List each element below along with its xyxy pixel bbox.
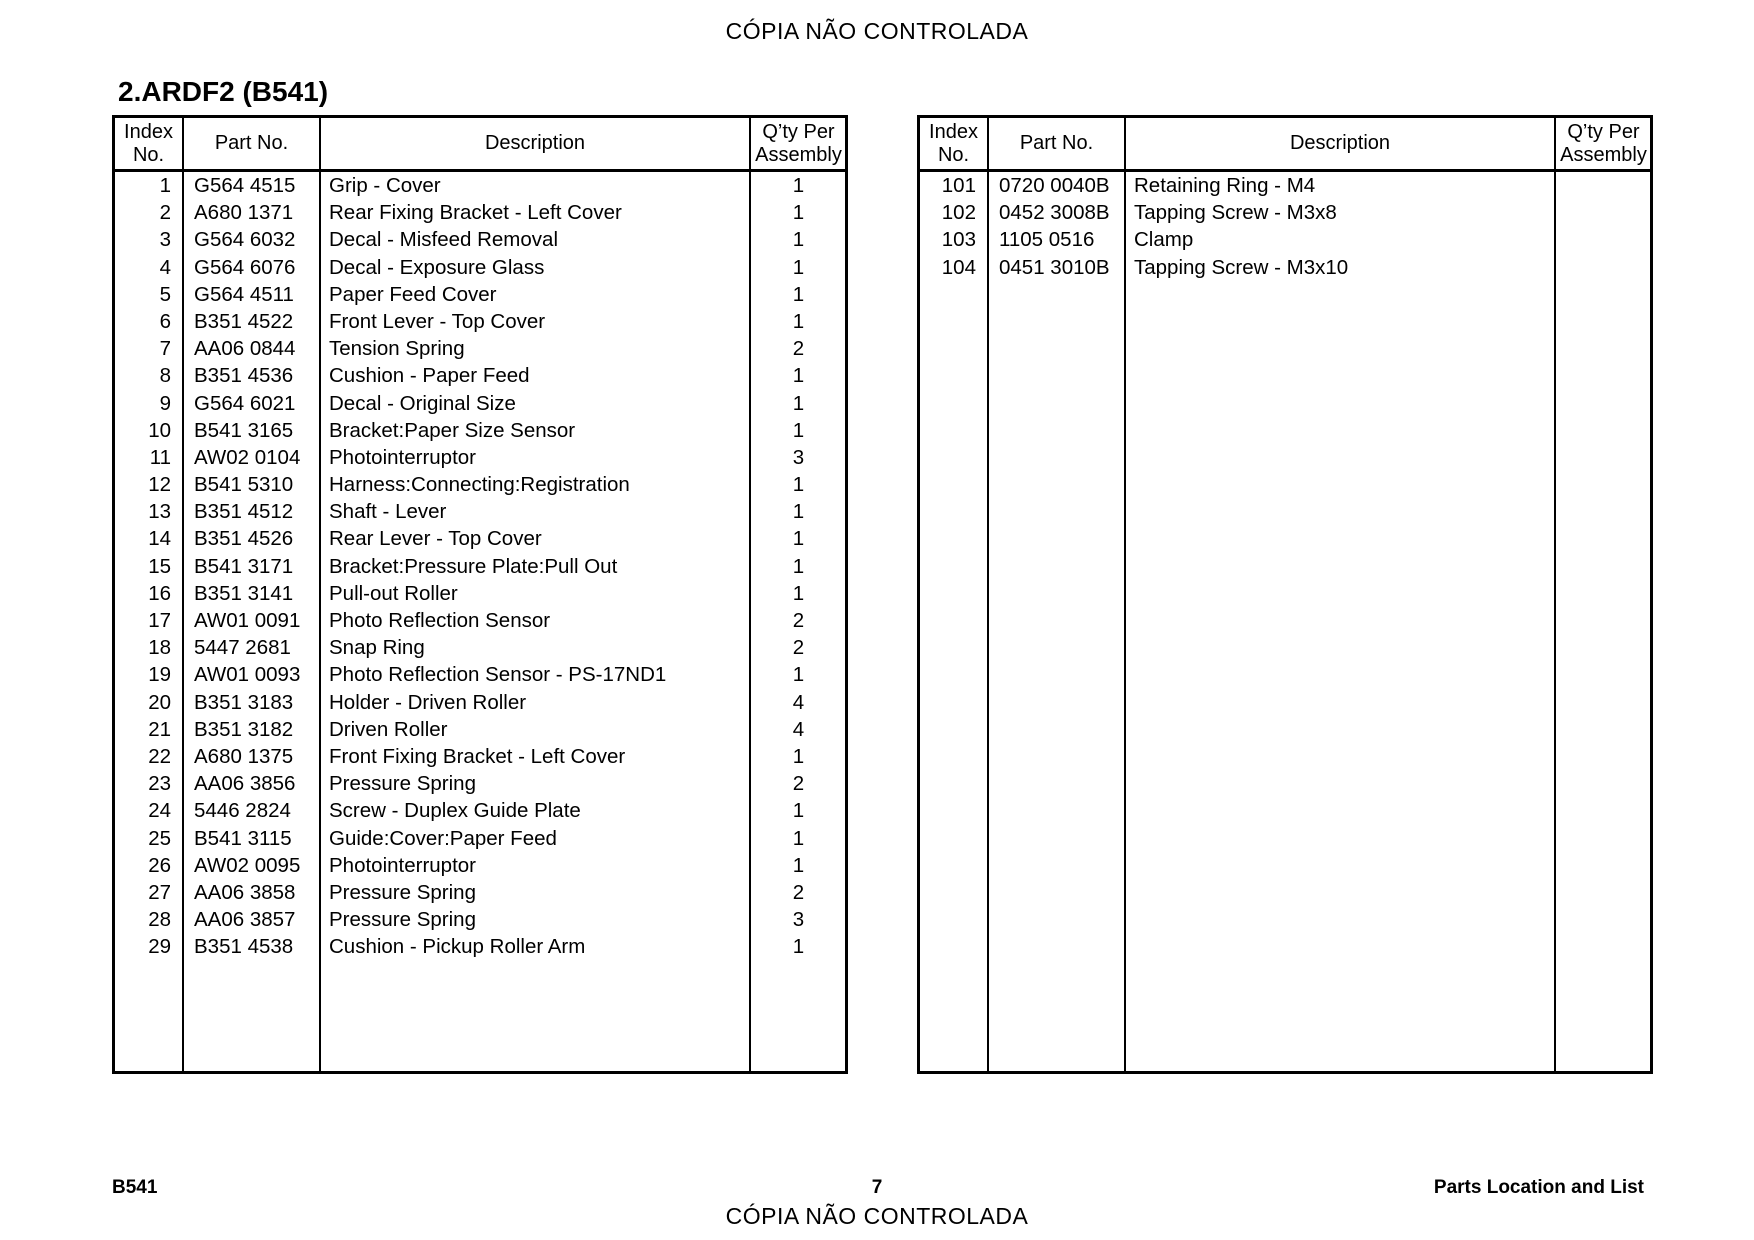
header-qty-label: Q’ty Per Assembly bbox=[755, 120, 842, 166]
table-row bbox=[115, 932, 845, 959]
row-qty: 2 bbox=[792, 337, 805, 361]
row-qty: 1 bbox=[792, 500, 805, 524]
row-qty: 2 bbox=[792, 609, 805, 632]
row-description: Grip - Cover bbox=[329, 174, 441, 197]
table-row bbox=[115, 552, 845, 579]
row-index: 22 bbox=[148, 744, 171, 768]
row-index: 28 bbox=[148, 908, 171, 932]
row-part-no: 5447 2681 bbox=[194, 636, 291, 660]
row-part-no: A680 1375 bbox=[194, 744, 294, 768]
row-part-no: B541 3115 bbox=[194, 826, 292, 850]
row-qty: 1 bbox=[792, 309, 805, 333]
row-qty: 1 bbox=[792, 174, 805, 197]
row-part-no: B541 3171 bbox=[194, 554, 294, 578]
row-index: 5 bbox=[159, 282, 171, 306]
table-row bbox=[920, 225, 1650, 252]
header-index-label: Index No. bbox=[929, 120, 978, 166]
parts-rows-right bbox=[920, 171, 1650, 280]
row-description: Tapping Screw - M3x8 bbox=[1134, 201, 1337, 225]
row-part-no: B351 4526 bbox=[194, 527, 294, 551]
row-qty: 2 bbox=[792, 880, 805, 904]
row-index: 104 bbox=[941, 255, 976, 279]
row-description: Tension Spring bbox=[329, 337, 465, 361]
table-row bbox=[115, 280, 845, 307]
row-index: 25 bbox=[148, 826, 171, 850]
row-description: Pressure Spring bbox=[329, 880, 476, 904]
row-index: 3 bbox=[159, 228, 171, 252]
row-part-no: B351 4536 bbox=[194, 364, 294, 388]
row-description: Bracket:Pressure Plate:Pull Out bbox=[329, 554, 618, 578]
table-row bbox=[115, 389, 845, 416]
row-description: Paper Feed Cover bbox=[329, 282, 497, 306]
row-description: Cushion - Pickup Roller Arm bbox=[329, 935, 586, 959]
row-index: 26 bbox=[148, 853, 171, 877]
row-description: Snap Ring bbox=[329, 636, 425, 660]
row-index: 7 bbox=[159, 337, 171, 361]
row-qty: 3 bbox=[792, 445, 805, 469]
row-part-no: AW02 0095 bbox=[194, 853, 301, 877]
header-description bbox=[1126, 118, 1554, 169]
header-part-no-label: Part No. bbox=[214, 132, 289, 154]
row-index: 21 bbox=[148, 717, 171, 741]
row-description: Photointerruptor bbox=[329, 445, 477, 469]
table-row bbox=[115, 443, 845, 470]
table-row bbox=[115, 171, 845, 198]
table-row bbox=[115, 633, 845, 660]
table-row bbox=[920, 198, 1650, 225]
table-row bbox=[115, 878, 845, 905]
table-row bbox=[920, 171, 1650, 198]
row-description: Pull-out Roller bbox=[329, 581, 458, 605]
row-description: Holder - Driven Roller bbox=[329, 690, 527, 714]
row-index: 101 bbox=[941, 174, 976, 197]
row-index: 23 bbox=[148, 772, 171, 796]
table-row bbox=[115, 198, 845, 225]
header-description-label: Description bbox=[484, 132, 586, 154]
row-qty: 1 bbox=[792, 364, 805, 388]
row-part-no: 0452 3008B bbox=[999, 201, 1110, 225]
row-part-no: B351 4522 bbox=[194, 309, 294, 333]
row-description: Harness:Connecting:Registration bbox=[329, 473, 630, 497]
row-qty: 1 bbox=[792, 473, 805, 497]
row-description: Decal - Misfeed Removal bbox=[329, 228, 558, 252]
row-qty: 1 bbox=[792, 228, 805, 252]
footer-model: B541 bbox=[112, 1177, 158, 1198]
row-index: 12 bbox=[148, 473, 171, 497]
row-part-no: AA06 3857 bbox=[194, 908, 296, 932]
row-qty: 4 bbox=[792, 690, 805, 714]
row-description: Decal - Exposure Glass bbox=[329, 255, 545, 279]
row-index: 18 bbox=[148, 636, 171, 660]
row-description: Front Lever - Top Cover bbox=[329, 309, 546, 333]
row-index: 102 bbox=[941, 201, 976, 225]
row-part-no: 5446 2824 bbox=[194, 799, 291, 823]
row-part-no: B541 3165 bbox=[194, 418, 294, 442]
row-part-no: AW01 0093 bbox=[194, 663, 301, 687]
row-description: Photointerruptor bbox=[329, 853, 477, 877]
row-description: Bracket:Paper Size Sensor bbox=[329, 418, 576, 442]
table-row bbox=[115, 606, 845, 633]
table-row bbox=[115, 470, 845, 497]
row-index: 103 bbox=[941, 228, 976, 252]
row-index: 4 bbox=[159, 255, 171, 279]
row-qty: 1 bbox=[792, 527, 805, 551]
row-part-no: B541 5310 bbox=[194, 473, 294, 497]
row-description: Pressure Spring bbox=[329, 772, 476, 796]
parts-table-right bbox=[917, 115, 1653, 1074]
row-part-no: AA06 3858 bbox=[194, 880, 296, 904]
table-row bbox=[115, 361, 845, 388]
row-qty: 2 bbox=[792, 772, 805, 796]
table-row bbox=[115, 905, 845, 932]
row-index: 13 bbox=[148, 500, 171, 524]
table-row bbox=[115, 824, 845, 851]
header-index bbox=[920, 118, 987, 169]
row-index: 10 bbox=[148, 418, 171, 442]
table-row bbox=[920, 253, 1650, 280]
watermark-top: CÓPIA NÃO CONTROLADA bbox=[725, 18, 1029, 44]
row-part-no: G564 6076 bbox=[194, 255, 296, 279]
row-description: Guide:Cover:Paper Feed bbox=[329, 826, 557, 850]
row-qty: 1 bbox=[792, 826, 805, 850]
table-row bbox=[115, 660, 845, 687]
row-qty: 1 bbox=[792, 744, 805, 768]
row-qty: 1 bbox=[792, 853, 805, 877]
table-row bbox=[115, 307, 845, 334]
row-index: 15 bbox=[148, 554, 171, 578]
header-part-no bbox=[184, 118, 319, 169]
row-qty: 1 bbox=[792, 554, 805, 578]
row-qty: 4 bbox=[792, 717, 805, 741]
row-description: Photo Reflection Sensor - PS-17ND1 bbox=[329, 663, 667, 687]
table-row bbox=[115, 851, 845, 878]
table-row bbox=[115, 579, 845, 606]
row-index: 16 bbox=[148, 581, 171, 605]
row-part-no: B351 3141 bbox=[194, 581, 294, 605]
row-index: 29 bbox=[148, 935, 171, 959]
row-description: Screw - Duplex Guide Plate bbox=[329, 799, 581, 823]
row-part-no: G564 6032 bbox=[194, 228, 296, 252]
row-qty: 3 bbox=[792, 908, 805, 932]
row-index: 24 bbox=[148, 799, 171, 823]
row-description: Driven Roller bbox=[329, 717, 448, 741]
row-qty: 1 bbox=[792, 255, 805, 279]
row-index: 2 bbox=[159, 201, 171, 225]
header-description bbox=[321, 118, 749, 169]
row-part-no: A680 1371 bbox=[194, 201, 294, 225]
row-part-no: B351 4538 bbox=[194, 935, 294, 959]
row-part-no: 0451 3010B bbox=[999, 255, 1110, 279]
row-index: 1 bbox=[159, 174, 171, 197]
row-qty: 1 bbox=[792, 581, 805, 605]
parts-table-left bbox=[112, 115, 848, 1074]
table-row bbox=[115, 416, 845, 443]
table-row bbox=[115, 742, 845, 769]
row-description: Pressure Spring bbox=[329, 908, 476, 932]
row-qty: 1 bbox=[792, 201, 805, 225]
row-part-no: G564 6021 bbox=[194, 391, 296, 415]
row-part-no: B351 3182 bbox=[194, 717, 294, 741]
footer-section: Parts Location and List bbox=[1433, 1177, 1644, 1198]
table-row bbox=[115, 225, 845, 252]
row-index: 8 bbox=[159, 364, 171, 388]
header-description-label: Description bbox=[1289, 132, 1391, 154]
header-qty bbox=[1556, 118, 1651, 169]
header-index-label: Index No. bbox=[124, 120, 173, 166]
row-description: Retaining Ring - M4 bbox=[1134, 174, 1316, 197]
table-row bbox=[115, 497, 845, 524]
row-qty: 1 bbox=[792, 799, 805, 823]
row-part-no: 0720 0040B bbox=[999, 174, 1110, 197]
row-index: 27 bbox=[148, 880, 171, 904]
footer-page-number: 7 bbox=[871, 1177, 883, 1198]
row-description: Rear Lever - Top Cover bbox=[329, 527, 542, 551]
table-row bbox=[115, 253, 845, 280]
table-row bbox=[115, 524, 845, 551]
table-row bbox=[115, 334, 845, 361]
row-index: 6 bbox=[159, 309, 171, 333]
row-qty: 1 bbox=[792, 391, 805, 415]
row-index: 20 bbox=[148, 690, 171, 714]
row-description: Decal - Original Size bbox=[329, 391, 516, 415]
row-part-no: AA06 3856 bbox=[194, 772, 296, 796]
section-title: 2.ARDF2 (B541) bbox=[118, 76, 329, 107]
row-index: 9 bbox=[159, 391, 171, 415]
header-part-no-label: Part No. bbox=[1019, 132, 1094, 154]
row-qty: 1 bbox=[792, 663, 805, 687]
row-qty: 1 bbox=[792, 935, 805, 959]
row-qty: 1 bbox=[792, 418, 805, 442]
row-part-no: B351 3183 bbox=[194, 690, 294, 714]
header-qty-label: Q’ty Per Assembly bbox=[1560, 120, 1647, 166]
header-qty bbox=[751, 118, 846, 169]
row-index: 17 bbox=[148, 609, 171, 632]
table-row bbox=[115, 796, 845, 823]
header-index bbox=[115, 118, 182, 169]
row-description: Front Fixing Bracket - Left Cover bbox=[329, 744, 626, 768]
row-description: Shaft - Lever bbox=[329, 500, 447, 524]
row-index: 14 bbox=[148, 527, 171, 551]
table-row bbox=[115, 769, 845, 796]
row-part-no: AW01 0091 bbox=[194, 609, 301, 632]
row-index: 11 bbox=[149, 445, 171, 469]
row-qty: 2 bbox=[792, 636, 805, 660]
parts-rows-left bbox=[115, 171, 845, 959]
row-part-no: AA06 0844 bbox=[194, 337, 296, 361]
row-part-no: G564 4515 bbox=[194, 174, 296, 197]
row-qty: 1 bbox=[792, 282, 805, 306]
watermark-bottom: CÓPIA NÃO CONTROLADA bbox=[725, 1203, 1029, 1229]
row-part-no: 1105 0516 bbox=[999, 228, 1095, 252]
row-description: Clamp bbox=[1134, 228, 1194, 252]
table-row bbox=[115, 688, 845, 715]
table-row bbox=[115, 715, 845, 742]
header-part-no bbox=[989, 118, 1124, 169]
row-description: Rear Fixing Bracket - Left Cover bbox=[329, 201, 622, 225]
row-part-no: B351 4512 bbox=[194, 500, 294, 524]
row-description: Photo Reflection Sensor bbox=[329, 609, 551, 632]
row-part-no: G564 4511 bbox=[194, 282, 294, 306]
row-description: Tapping Screw - M3x10 bbox=[1134, 255, 1349, 279]
row-index: 19 bbox=[148, 663, 171, 687]
row-part-no: AW02 0104 bbox=[194, 445, 301, 469]
row-description: Cushion - Paper Feed bbox=[329, 364, 530, 388]
